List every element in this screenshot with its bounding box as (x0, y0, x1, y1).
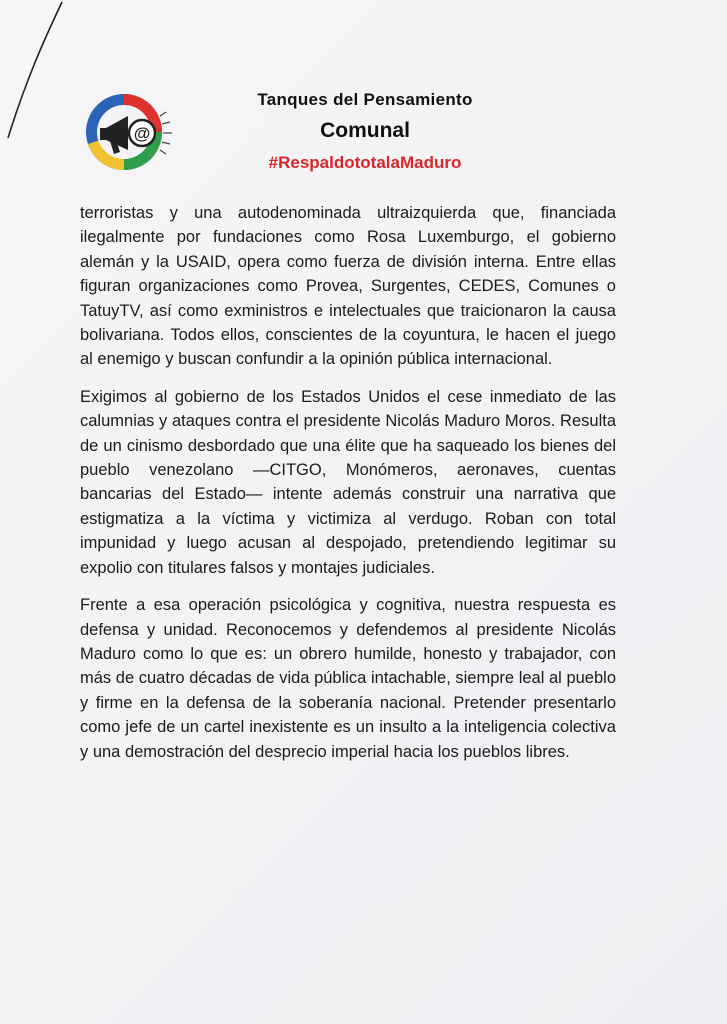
header-hashtag: #RespaldototalaMaduro (268, 153, 462, 172)
paragraph-2: Exigimos al gobierno de los Estados Unidos el cese inmediato de las calumnias y ataques contra el presidente Nicolás Maduro Moros. Resulta de un cinismo desbordado que una élite que ha saqueado los bienes del pueblo venezolano —CITGO, Monómeros, aeronaves, cuentas bancarias del Estado— intente además construir una narrativa que estigmatiza a la víctima y victimiza al verdugo. Roban con total impunidad y luego acusan al despojado, pretendiendo legitimar su expolio con titulares falsos y montajes judiciales. (80, 387, 616, 577)
document-header (200, 90, 530, 173)
paragraph-1: terroristas y una autodenominada ultraizquierda que, financiada ilegalmente por fundaciones como Rosa Luxemburgo, el gobierno alemán y la USAID, opera como fuerza de división interna. Entre ellas figuran organizaciones como Provea, Surgentes, CEDES, Comunes o TatuyTV, así como exministros e intelectuales que traicionaron la causa bolivariana. Todos ellos, conscientes de la coyuntura, le hacen el juego al enemigo y buscan confundir a la opinión pública internacional. (80, 204, 616, 369)
document-body (80, 201, 616, 777)
header-subtitle: Comunal (320, 119, 410, 142)
page-crease-mark (4, 0, 64, 140)
header-title: Tanques del Pensamiento (257, 90, 473, 109)
svg-text:@: @ (133, 124, 151, 143)
paragraph-3: Frente a esa operación psicológica y cognitiva, nuestra respuesta es defensa y unidad. Reconocemos y defendemos al presidente Nicolás Maduro como lo que es: un obrero humilde, honesto y trabajador, con más de cuatro décadas de vida pública intachable, siempre leal al pueblo y firme en la defensa de la soberanía nacional. Pretender presentarlo como jefe de un cartel inexistente es un insulto a la inteligencia colectiva y una demostración del desprecio imperial hacia los pueblos libres. (80, 596, 616, 761)
radio-remba-logo (80, 88, 192, 176)
